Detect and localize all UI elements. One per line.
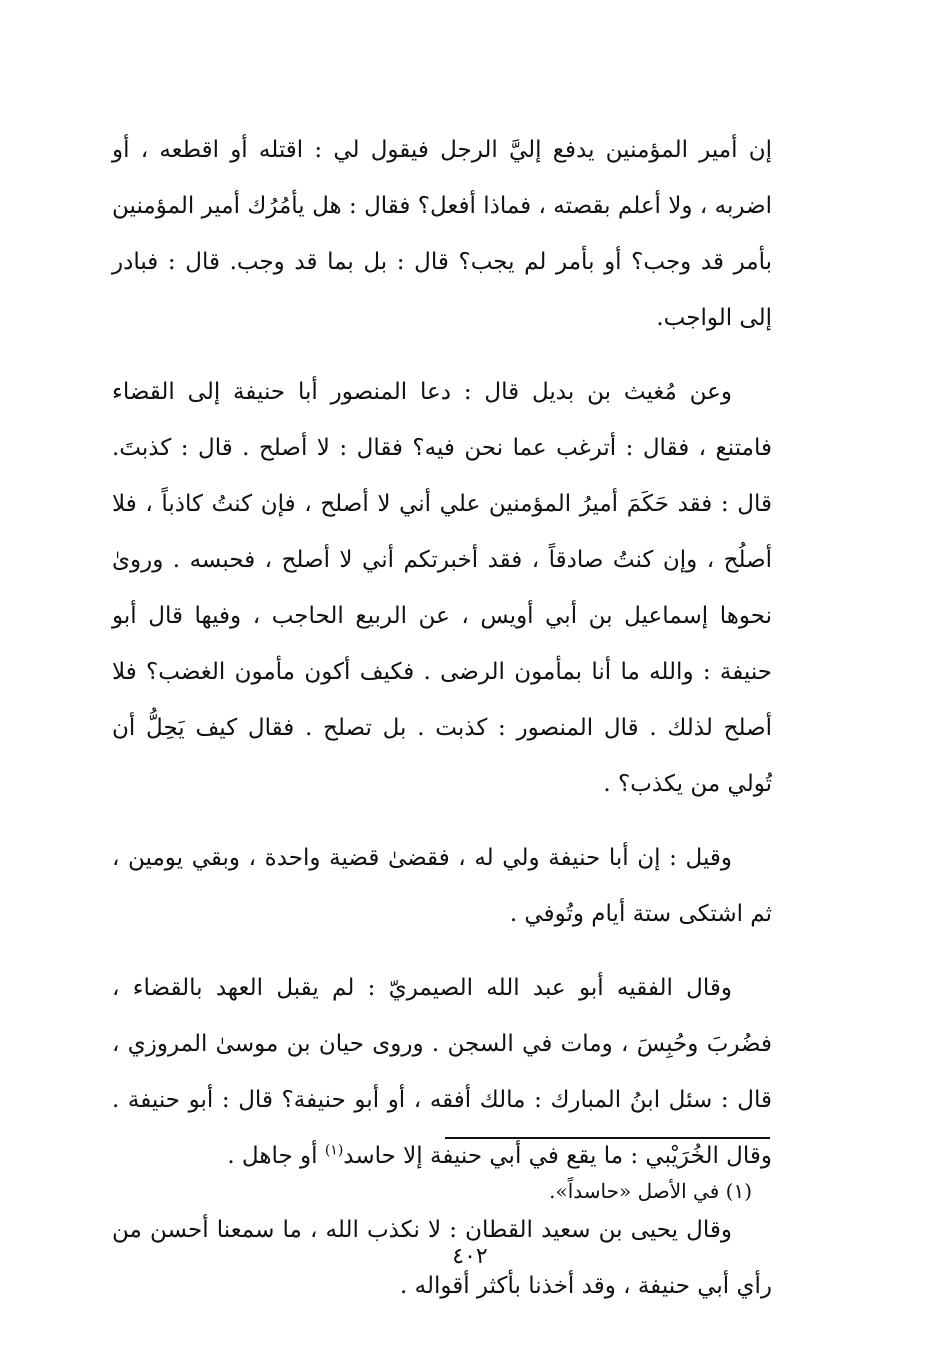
footnote-reference: (١) — [324, 1142, 344, 1159]
footnote-divider — [445, 1137, 770, 1139]
paragraph-2: وعن مُغيث بن بديل قال : دعا المنصور أبا حنيفة إلى القضاء فامتنع ، فقال : أترغب عما نحن فيه؟ فقال : لا أصلح . قال : كذبتَ. قال : فقد حَكَمَ أميرُ المؤمنين علي أني لا أصلح ، فإن كنتُ كاذباً ، فلا أصلُح ، وإن كنتُ صادقاً ، فقد أخبرتكم أني لا أصلح ، فحبسه . وروىٰ نحوها إسماعيل بن أبي أويس ، عن الربيع الحاجب ، وفيها قال أبو حنيفة : والله ما أنا بمأمون الرضى . فكيف أكون مأمون الغضب؟ فلا أصلح لذلك . قال المنصور : كذبت . بل تصلح . فقال كيف يَحِلُّ أن تُولي من يكذب؟ . — [112, 379, 772, 797]
paragraph-5: وقال يحيى بن سعيد القطان : لا نكذب الله ، ما سمعنا أحسن من رأي أبي حنيفة ، وقد أخذنا بأكثر أقواله . — [112, 1217, 772, 1299]
footnote: (١) في الأصل «حاسداً». — [549, 1179, 752, 1203]
body-text — [112, 122, 772, 1332]
paragraph-4-tail: أو جاهل . — [227, 1143, 325, 1169]
paragraph-4 — [112, 960, 772, 1184]
page-number: ٤٠٢ — [452, 1244, 488, 1269]
paragraph-4-text: وقال الفقيه أبو عبد الله الصيمريّ : لم يقبل العهد بالقضاء ، فضُربَ وحُبِسَ ، ومات في السجن . وروى حيان بن موسىٰ المروزي ، قال : سئل ابنُ المبارك : مالك أفقه ، أو أبو حنيفة؟ قال : أبو حنيفة . وقال الخُرَيْبي : ما يقع في أبي حنيفة إلا حاسد — [112, 975, 772, 1169]
paragraph-1: إن أمير المؤمنين يدفع إليَّ الرجل فيقول لي : اقتله أو اقطعه ، أو اضربه ، ولا أعلم بقصته ، فماذا أفعل؟ فقال : هل يأمُرُك أمير المؤمنين بأمر قد وجب؟ أو بأمر لم يجب؟ قال : بل بما قد وجب. قال : فبادر إلى الواجب. — [112, 137, 772, 331]
paragraph-3: وقيل : إن أبا حنيفة ولي له ، فقضىٰ قضية واحدة ، وبقي يومين ، ثم اشتكى ستة أيام وتُوفي . — [112, 845, 772, 927]
